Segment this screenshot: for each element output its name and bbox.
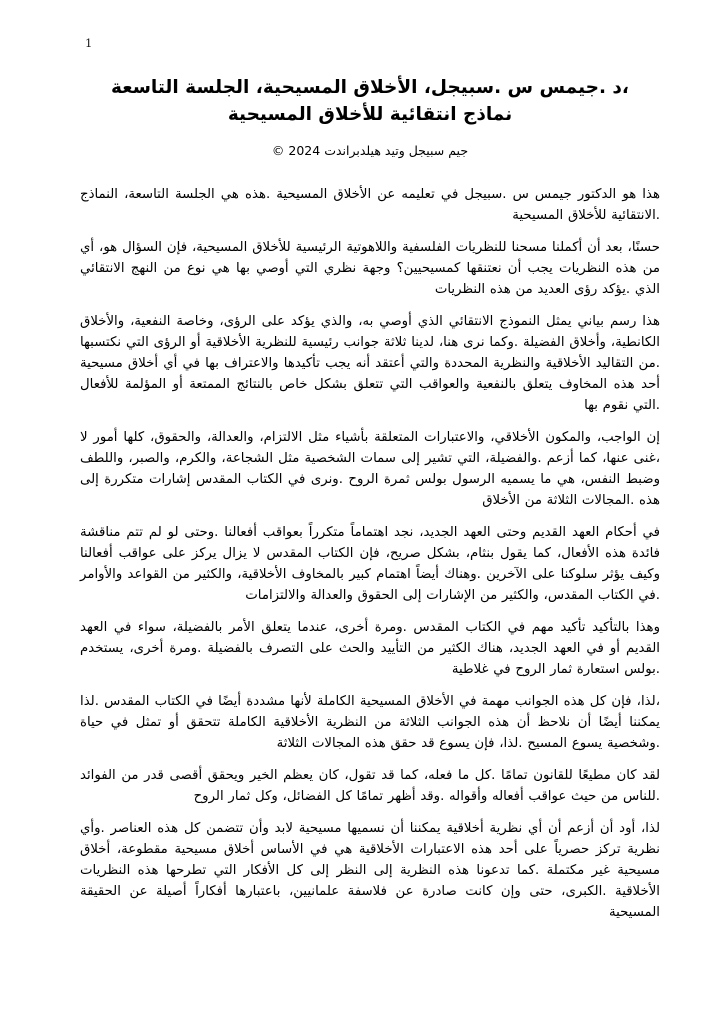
document-content xyxy=(80,74,660,934)
paragraph: إن الواجب، والمكون الأخلاقي، والاعتبارات المتعلقة بأشياء مثل الالتزام، والعدالة، والحقوق، كلها أمور لا ،غنى عنها، كما أزعم .والفضيلة، التي تشير إلى سمات الشخصية مثل الشجاعة، والكرم، والصبر، واللطف وضبط النفس، هي ما يسميه الرسول بولس ثمرة الروح .ونرى في الكتاب المقدس إشارات متكررة إلى هذه .المجالات الثلاثة من الأخلاق xyxy=(80,430,660,508)
page-number: 1 xyxy=(85,36,93,50)
paragraph: لقد كان مطيعًا للقانون تمامًا .كل ما فعله، كما قد تقول، كان يعظم الخير ويحقق أقصى قدر من الفوائد .للناس من حيث عواقب أفعاله وأقواله .وقد أظهر تمامًا كل الفضائل، وكل ثمار الروح xyxy=(80,768,660,804)
title-line-2: نماذج انتقائية للأخلاق المسيحية xyxy=(227,104,513,125)
paragraph: لذا، أود أن أزعم أن أي نظرية أخلاقية يمكننا أن نسميها مسيحية لابد وأن تتضمن كل هذه العناصر .وأي نظرية تركز حصرياً على أحد هذه الاعتبارات الأخلاقية هي في الأساس أخلاق مسيحية مقطوعة، أخلاق مسيحية غير مكتملة .كما تدعونا هذه النظرية إلى النظر إلى كل الأفكار التي تطرحها هذه النظريات الأخلاقية .الكبرى، حتى وإن كانت صادرة عن فلاسفة علمانيين، باعتبارها أفكاراً أصيلة عن الحقيقة المسيحية xyxy=(80,821,660,920)
paragraph: هذا رسم بياني يمثل النموذج الانتقائي الذي أوصي به، والذي يؤكد على الرؤى، وخاصة النفعية، والأخلاق الكانطية، وأخلاق الفضيلة .وكما نرى هنا، لدينا ثلاثة جوانب رئيسية للنظرية الأخلاقية أو الرؤى التي نكتسبها .من التقاليد الأخلاقية والنظرية المحددة والتي أعتقد أنه يجب تأكيدها والاعتراف بها في أي أخلاق مسيحية أحد هذه المخاوف يتعلق بالنفعية والعواقب التي تتعلق بشكل خاص بالنتائج الممتعة أو المؤلمة للأفعال .التي نقوم بها xyxy=(80,314,660,413)
document-title xyxy=(80,74,660,128)
paragraph: حسنًا، بعد أن أكملنا مسحنا للنظريات الفلسفية واللاهوتية الرئيسية للأخلاق المسيحية، فإن السؤال هو، أي من هذه النظريات يجب أن نعتنقها كمسيحيين؟ وجهة نظري التي أوصي بها هي نوع من النهج الانتقائي الذي .يؤكد رؤى العديد من هذه النظريات xyxy=(80,240,660,297)
paragraph: ،لذا، فإن كل هذه الجوانب مهمة في الأخلاق المسيحية الكاملة لأنها مشددة أيضًا في الكتاب المقدس .لذا يمكننا أيضًا أن نلاحظ أن هذه الجوانب الثلاثة من النظرية الأخلاقية الكاملة تتحقق أو تمثل في حياة .وشخصية يسوع المسيح .لذا، فإن يسوع قد حقق هذه المجالات الثلاثة xyxy=(80,694,660,751)
title-line-1: ،د .جيمس س .سبيجل، الأخلاق المسيحية، الجلسة التاسعة xyxy=(111,77,629,98)
copyright-line: جيم سبيجل وتيد هيلدبراندت 2024 © xyxy=(271,143,469,158)
paragraph: في أحكام العهد القديم وحتى العهد الجديد، نجد اهتماماً متكرراً بعواقب أفعالنا .وحتى لو لم تتم مناقشة فائدة هذه الأفعال، كما يقول بنثام، بشكل صريح، فإن الكتاب المقدس لا يزال يركز على عواقب أفعالنا وكيف يؤثر سلوكنا على الآخرين .وهناك أيضاً اهتمام كبير بالمخاوف الأخلاقية، والكثير من القواعد والأوامر .في الكتاب المقدس، والكثير من الإشارات إلى الحقوق والعدالة والالتزامات xyxy=(80,525,660,603)
body-text xyxy=(80,184,660,923)
paragraph: هذا هو الدكتور جيمس س .سبيجل في تعليمه عن الأخلاق المسيحية .هذه هي الجلسة التاسعة، النماذج .الانتقائية للأخلاق المسيحية xyxy=(80,187,660,223)
paragraph: وهذا بالتأكيد تأكيد مهم في الكتاب المقدس .ومرة أخرى، عندما يتعلق الأمر بالفضيلة، سواء في العهد القديم أو في العهد الجديد، هناك الكثير من التأييد والحث على التصرف بالفضيلة .ومرة أخرى، يستخدم .بولس استعارة ثمار الروح في غلاطية xyxy=(80,620,660,677)
